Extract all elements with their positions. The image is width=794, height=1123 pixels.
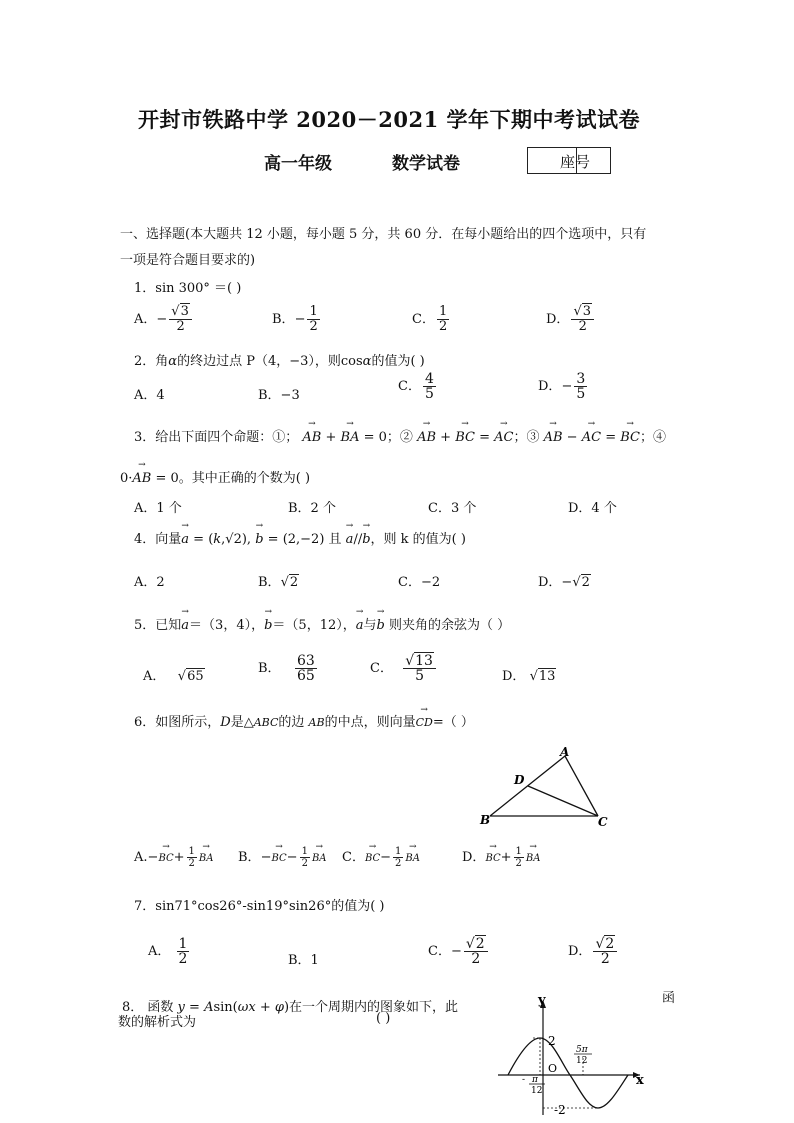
exam-title: 开封市铁路中学 2020－2021 学年下期中考试试卷	[138, 107, 641, 132]
q7-d-label: D．	[568, 944, 592, 959]
q7-c-label: C．	[428, 944, 451, 959]
q5-d-label: D．	[502, 669, 526, 684]
side-ab	[490, 756, 565, 816]
q4-option-c[interactable]: C．−2	[398, 575, 441, 590]
q1-d-label: D．	[546, 312, 570, 327]
grade-label: 高一年级	[264, 154, 332, 174]
x-pos-den: 12	[576, 1056, 588, 1066]
q2-option-d[interactable]: D．− $\frac{3}{5}$	[538, 371, 586, 402]
q6-option-b[interactable]: B．−→ BC− $\frac{1}{2}$ → BA	[238, 846, 327, 869]
q1-stem: 1．sin 300° ＝( )	[134, 281, 242, 296]
sine-curve	[508, 1038, 628, 1108]
q4-d-label: D．−	[538, 575, 573, 590]
x-neg-num: π	[532, 1075, 538, 1085]
y-axis-label: y	[538, 993, 546, 1008]
q7-option-a[interactable]: A． $\frac{1}{2}$	[148, 936, 188, 967]
q1-b-label: B．	[272, 312, 295, 327]
q5-stem: 5．已知→ a＝（3，4），→ b＝（5，12），→ a与→ b 则夹角的余弦为（ ）	[134, 614, 510, 633]
q7-option-c[interactable]: C．− $\frac{√2}{2}$	[428, 937, 490, 966]
q8-stem-line2: 数的解析式为	[118, 1015, 197, 1030]
q4-stem: 4．向量→ a = (k,√2), → b = (2,−2) 且 → a//→ b，则 k 的值为( )	[134, 528, 466, 547]
x-pos-num: 5π	[576, 1045, 588, 1055]
q6-option-a[interactable]: A.−→ BC+ $\frac{1}{2}$ → BA	[134, 846, 213, 869]
q7-stem: 7．sin71°cos26°-sin19°sin26°的值为( )	[134, 899, 385, 914]
q3-stem-line2: 0·→ AB = 0。其中正确的个数为( )	[120, 467, 310, 486]
point-a-label: A	[560, 745, 570, 759]
q6-c-label: C．	[342, 850, 365, 865]
q6-d-label: D．	[462, 850, 486, 865]
q4-option-b[interactable]: B．√2	[258, 575, 299, 590]
q5-option-d[interactable]: D． √13	[502, 669, 556, 684]
x-axis-label: x	[636, 1073, 644, 1088]
median-cd	[528, 786, 598, 816]
point-c-label: C	[598, 815, 608, 829]
q5-option-b[interactable]: B． $\frac{63}{65}$	[258, 653, 315, 684]
section-heading-line1: 一、选择题(本大题共 12 小题，每小题 5 分，共 60 分．在每小题给出的四个选项中，只有	[120, 227, 647, 242]
x-neg-den: 12	[531, 1086, 543, 1096]
point-b-label: B	[480, 813, 491, 827]
seat-label: 座号	[560, 153, 591, 171]
point-d-label: D	[514, 773, 525, 787]
section-heading-line2: 一项是符合题目要求的)	[120, 253, 256, 268]
q1-a-label: A．	[134, 312, 157, 327]
q5-a-label: A．	[143, 669, 166, 684]
q8-stem-tail: 函	[662, 991, 676, 1006]
q4-option-a[interactable]: A．2	[134, 575, 165, 590]
q1-option-a[interactable]: A．− $\frac{√3}{2}$	[134, 305, 194, 334]
q8-answer-paren: ( )	[376, 1011, 391, 1026]
q3-option-c[interactable]: C．3 个	[428, 501, 477, 516]
origin-label: O	[548, 1062, 558, 1075]
q6-a-label: A.	[134, 850, 148, 865]
subject-label: 数学试卷	[392, 154, 460, 174]
q2-c-label: C．	[398, 379, 421, 394]
q3-option-b[interactable]: B．2 个	[288, 501, 336, 516]
q2-option-a[interactable]: A．4	[134, 388, 165, 403]
q4-option-d[interactable]: D．−√2	[538, 575, 590, 590]
q6-option-c[interactable]: C．→ BC− $\frac{1}{2}$ → BA	[342, 846, 420, 869]
q1-option-c[interactable]: C． $\frac{1}{2}$	[412, 304, 448, 334]
triangle-figure	[470, 740, 620, 835]
y-max-label: 2	[548, 1034, 556, 1048]
q4-b-label: B．	[258, 575, 281, 590]
q3-option-d[interactable]: D．4 个	[568, 501, 617, 516]
q6-option-d[interactable]: D．→ BC+ $\frac{1}{2}$ → BA	[462, 846, 540, 869]
x-neg-sign: -	[522, 1075, 526, 1085]
q1-option-d[interactable]: D． $\frac{√3}{2}$	[546, 305, 596, 334]
q6-b-label: B．	[238, 850, 261, 865]
q6-stem: 6．如图所示，D是△ABC的边 AB的中点，则向量→ CD=（ ）	[134, 711, 474, 730]
q2-option-b[interactable]: B．−3	[258, 388, 300, 403]
q1-c-label: C．	[412, 312, 435, 327]
q2-stem: 2．角α的终边过点 P（4，−3），则cosα的值为( )	[134, 354, 425, 369]
q3-stem: 3．给出下面四个命题：①； → AB + → BA = 0；② → AB + → BC = → AC；③ → AB − → AC = → BC；④	[134, 426, 666, 445]
q2-d-label: D．	[538, 379, 562, 394]
q2-option-c[interactable]: C． $\frac{4}{5}$	[398, 371, 434, 402]
q5-option-a[interactable]: A． √65	[143, 669, 204, 684]
q5-b-label: B．	[258, 661, 281, 676]
q1-option-b[interactable]: B．− $\frac{1}{2}$	[272, 304, 318, 334]
q7-option-d[interactable]: D． $\frac{√2}{2}$	[568, 937, 619, 966]
q7-option-b[interactable]: B．1	[288, 953, 319, 968]
q8-stem: 8． 函数 y = Asin(ωx + φ)在一个周期内的图象如下，此	[122, 1000, 459, 1015]
side-ac	[565, 756, 598, 816]
q5-c-label: C．	[370, 661, 393, 676]
q5-option-c[interactable]: C． $\frac{√13}{5}$	[370, 654, 438, 683]
y-min-label: -2	[554, 1103, 566, 1117]
sine-graph-figure	[498, 990, 658, 1120]
q7-a-label: A．	[148, 944, 171, 959]
q3-option-a[interactable]: A．1 个	[134, 501, 182, 516]
